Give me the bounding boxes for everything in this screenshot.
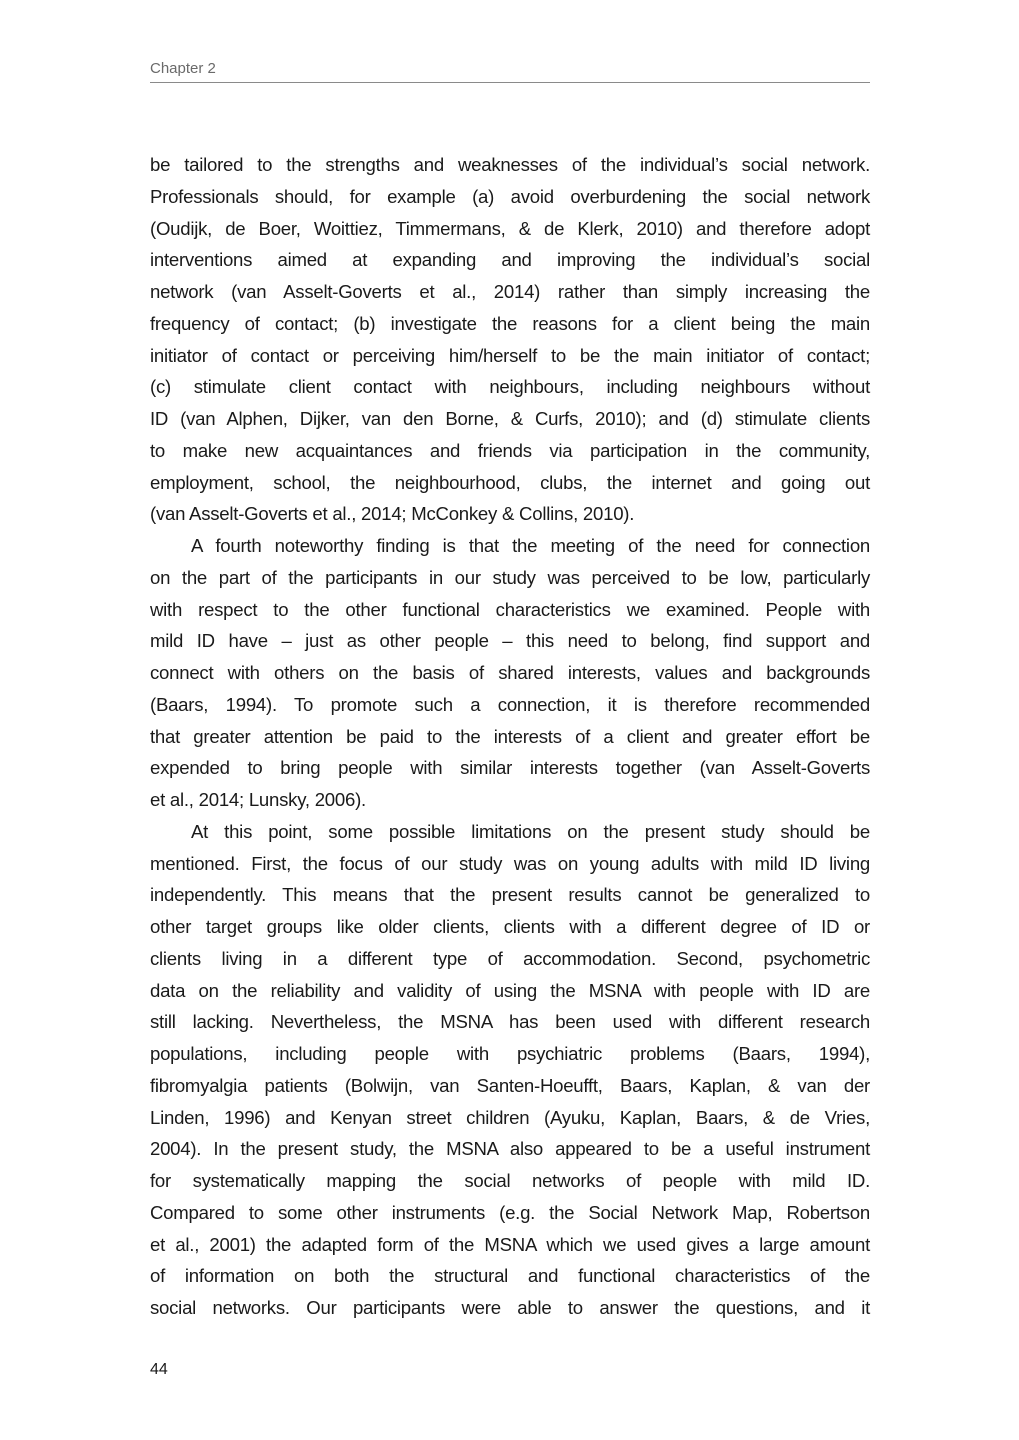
text-line: frequency of contact; (b) investigate the reasons for a client being the main <box>150 312 870 334</box>
text-line: (van Asselt-Goverts et al., 2014; McConkey & Collins, 2010). <box>150 503 635 525</box>
text-line: Linden, 1996) and Kenyan street children (Ayuku, Kaplan, Baars, & de Vries, <box>150 1106 870 1128</box>
text-line: populations, including people with psychiatric problems (Baars, 1994), <box>150 1043 870 1064</box>
text-line: ID (van Alphen, Dijker, van den Borne, & Curfs, 2010); and (d) stimulate clients <box>150 408 870 429</box>
running-title: Chapter 2 <box>150 60 216 77</box>
text-line: (c) stimulate client contact with neighbours, including neighbours without <box>150 376 870 398</box>
text-line: other target groups like older clients, clients with a different degree of ID or <box>150 916 870 937</box>
paragraph <box>150 530 870 816</box>
text-line: connect with others on the basis of shared interests, values and backgrounds <box>150 662 870 683</box>
text-line: mild ID have – just as other people – this need to belong, find support and <box>150 630 870 652</box>
text-line: that greater attention be paid to the interests of a client and greater effort be <box>150 725 870 747</box>
text-line: to make new acquaintances and friends via participation in the community, <box>150 439 870 461</box>
text-line: et al., 2014; Lunsky, 2006). <box>150 789 366 810</box>
text-line: of information on both the structural and functional characteristics of the <box>150 1265 870 1287</box>
text-line: et al., 2001) the adapted form of the MSNA which we used gives a large amount <box>150 1233 870 1255</box>
text-line: (Oudijk, de Boer, Woittiez, Timmermans, & de Klerk, 2010) and therefore adopt <box>150 217 870 239</box>
text-line: initiator of contact or perceiving him/herself to be the main initiator of contact; <box>150 344 870 366</box>
text-line: At this point, some possible limitations on the present study should be <box>191 820 870 842</box>
text-line: data on the reliability and validity of using the MSNA with people with ID are <box>150 979 870 1001</box>
text-line: still lacking. Nevertheless, the MSNA has been used with different research <box>150 1011 870 1033</box>
text-line: (Baars, 1994). To promote such a connection, it is therefore recommended <box>150 693 870 715</box>
text-line: expended to bring people with similar interests together (van Asselt-Goverts <box>150 757 870 779</box>
text-line: mentioned. First, the focus of our study was on young adults with mild ID living <box>150 852 870 874</box>
text-line: be tailored to the strengths and weaknesses of the individual’s social network. <box>150 154 870 175</box>
text-line: with respect to the other functional characteristics we examined. People with <box>150 598 870 620</box>
text-line: fibromyalgia patients (Bolwijn, van Santen-Hoeufft, Baars, Kaplan, & van der <box>150 1074 870 1096</box>
paragraph <box>150 816 870 1324</box>
page-number: 44 <box>150 1361 168 1378</box>
text-line: independently. This means that the present results cannot be generalized to <box>150 884 870 906</box>
text-line: network (van Asselt-Goverts et al., 2014) rather than simply increasing the <box>150 281 870 302</box>
text-line: on the part of the participants in our study was perceived to be low, particularly <box>150 566 870 588</box>
text-line: Professionals should, for example (a) avoid overburdening the social network <box>150 185 870 207</box>
text-line: social networks. Our participants were able to answer the questions, and it <box>150 1297 870 1318</box>
text-line: A fourth noteworthy finding is that the meeting of the need for connection <box>191 535 870 556</box>
text-line: employment, school, the neighbourhood, clubs, the internet and going out <box>150 471 870 493</box>
text-line: Compared to some other instruments (e.g. the Social Network Map, Robertson <box>150 1201 870 1223</box>
running-header <box>150 59 870 83</box>
text-line: interventions aimed at expanding and improving the individual’s social <box>150 249 870 271</box>
body-text <box>150 149 870 1324</box>
paragraph <box>150 149 870 530</box>
text-line: for systematically mapping the social networks of people with mild ID. <box>150 1170 870 1191</box>
text-line: 2004). In the present study, the MSNA also appeared to be a useful instrument <box>150 1138 870 1160</box>
text-line: clients living in a different type of accommodation. Second, psychometric <box>150 947 870 969</box>
